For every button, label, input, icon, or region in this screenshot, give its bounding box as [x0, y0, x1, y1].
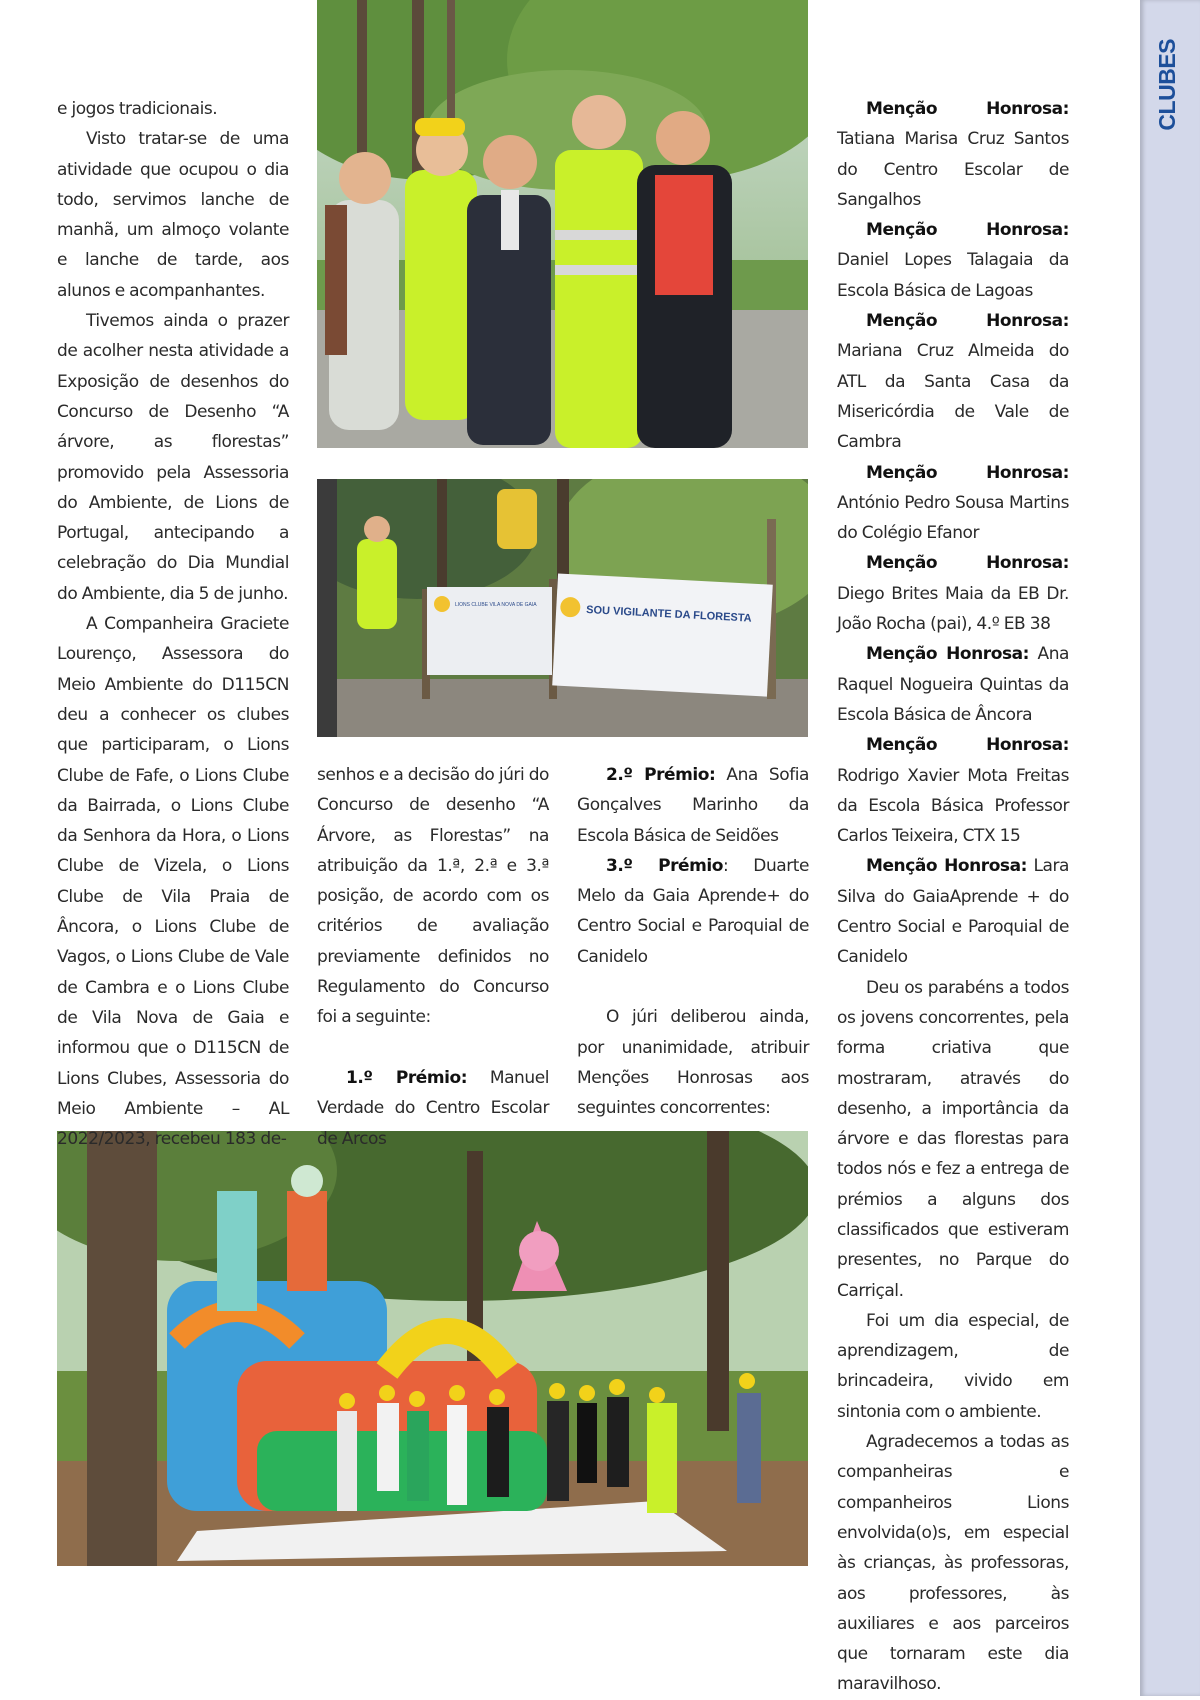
- mention-label: Menção Honrosa:: [866, 735, 1069, 756]
- prize-3: [577, 851, 809, 972]
- prize-winner: Ana Sofia Gonçalves Marinho da Escola Básica de Seidões: [577, 765, 809, 846]
- mention-winner: Mariana Cruz Almeida do ATL da Santa Casa da Misericórdia de Vale de Cambra: [837, 341, 1069, 453]
- mention-label: Menção Honrosa:: [866, 856, 1027, 877]
- honorable-mention: [837, 94, 1069, 215]
- paragraph: Agradecemos a todas as companheiras e companheiros Lions envolvida(o)s, em especial às crianças, às professoras, aos professores, às auxiliares e aos parceiros que tornaram este dia maravilhoso.: [837, 1432, 1069, 1695]
- text-column-2: [317, 760, 549, 1154]
- group-photo: [317, 0, 808, 448]
- honorable-mention: [837, 215, 1069, 306]
- banner-right-text: SOU VIGILANTE DA FLORESTA: [585, 604, 752, 625]
- honorable-mention: [837, 639, 1069, 730]
- banner-left-text: LIONS CLUBE VILA NOVA DE GAIA: [455, 602, 537, 608]
- prize-1: [317, 1063, 549, 1154]
- prize-label: 3.º Prémio: [606, 855, 723, 876]
- honorable-mention: [837, 458, 1069, 549]
- mention-winner: Lara Silva do GaiaAprende + do Centro Social e Paroquial de Canidelo: [837, 856, 1069, 968]
- text-column-1: [57, 94, 289, 1154]
- mention-winner: Ana Raquel Nogueira Quintas da Escola Básica de Âncora: [837, 644, 1069, 725]
- text-column-3: [577, 760, 809, 1124]
- paragraph: Foi um dia especial, de aprendizagem, de brincadeira, vivido em sintonia com o ambiente.: [837, 1310, 1069, 1422]
- paragraph: Visto tratar-se de uma atividade que ocupou o dia todo, servimos lanche de manhã, um almoço volante e lanche de tarde, aos alunos e acompanhantes.: [57, 129, 289, 301]
- honorable-mention: [837, 730, 1069, 851]
- mention-winner: Diego Brites Maia da EB Dr. João Rocha (pai), 4.º EB 38: [837, 583, 1069, 635]
- section-label-text: CLUBES: [1153, 39, 1180, 131]
- mention-label: Menção Honrosa:: [866, 462, 1069, 483]
- prize-winner: Manuel Verdade do Centro Escolar de Arcos: [317, 1067, 549, 1149]
- mention-label: Menção Honrosa:: [866, 553, 1069, 574]
- prize-label: 1.º Prémio:: [346, 1067, 468, 1088]
- paragraph: A Companheira Graciete Lourenço, Assessora do Meio Ambiente do D115CN deu a conhecer os clubes que participaram, o Lions Clube de Fafe, o Lions Clube da Bairrada, o Lions Clube da Senhora da Hora, o Lions Clube de Vizela, o Lions Clube de Vila Praia de Âncora, o Lions Clube de Vagos, o Lions Clube de Vale de Cambra e o Lions Clube de Vila Nova de Gaia e informou que o D115CN de Lions Clubes, Assessoria do Meio Ambiente – AL 2022/2023, recebeu 183 de-: [57, 614, 289, 1150]
- prize-label: 2.º Prémio:: [606, 765, 716, 785]
- mention-label: Menção Honrosa:: [866, 220, 1069, 241]
- paragraph: e jogos tradicionais.: [57, 99, 218, 119]
- mention-label: Menção Honrosa:: [866, 99, 1069, 119]
- mention-label: Menção Honrosa:: [866, 311, 1069, 332]
- prize-2: [577, 760, 809, 851]
- honorable-mention: [837, 548, 1069, 639]
- prize-winner: : Duarte Melo da Gaia Aprende+ do Centro Social e Paroquial de Canidelo: [577, 855, 809, 967]
- text-column-4: [837, 94, 1069, 1700]
- section-sidebar: [1140, 0, 1200, 1696]
- mention-winner: Tatiana Marisa Cruz Santos do Centro Escolar de Sangalhos: [837, 129, 1069, 210]
- mention-winner: António Pedro Sousa Martins do Colégio Efanor: [837, 492, 1069, 544]
- banner-photo: [317, 479, 808, 737]
- honorable-mention: [837, 851, 1069, 972]
- paragraph: Deu os parabéns a todos os jovens concorrentes, pela forma criativa que mostraram, através do desenho, a importância da árvore e das florestas para todos nós e fez a entrega de prémios a alguns dos classificados que estiveram presentes, no Parque do Carriçal.: [837, 977, 1069, 1301]
- paragraph: senhos e a decisão do júri do Concurso de desenho “A Árvore, as Florestas” na atribuição da 1.ª, 2.ª e 3.ª posição, de acordo com os critérios de avaliação previamente definidos no Regulamento do Concurso foi a seguinte:: [317, 765, 549, 1028]
- honorable-mention: [837, 306, 1069, 457]
- mention-label: Menção Honrosa:: [866, 644, 1029, 665]
- paragraph: Tivemos ainda o prazer de acolher nesta atividade a Exposição de desenhos do Concurso de Desenho “A árvore, as florestas” promovido pela Assessoria do Ambiente, de Lions de Portugal, antecipando a celebração do Dia Mundial do Ambiente, dia 5 de junho.: [57, 311, 289, 604]
- playground-photo: [57, 1131, 808, 1566]
- mention-winner: Daniel Lopes Talagaia da Escola Básica de Lagoas: [837, 250, 1069, 301]
- section-label: [1152, 40, 1182, 130]
- paragraph: O júri deliberou ainda, por unanimidade, atribuir Menções Honrosas aos seguintes concorrentes:: [577, 1007, 809, 1119]
- mention-winner: Rodrigo Xavier Mota Freitas da Escola Básica Professor Carlos Teixeira, CTX 15: [837, 765, 1069, 847]
